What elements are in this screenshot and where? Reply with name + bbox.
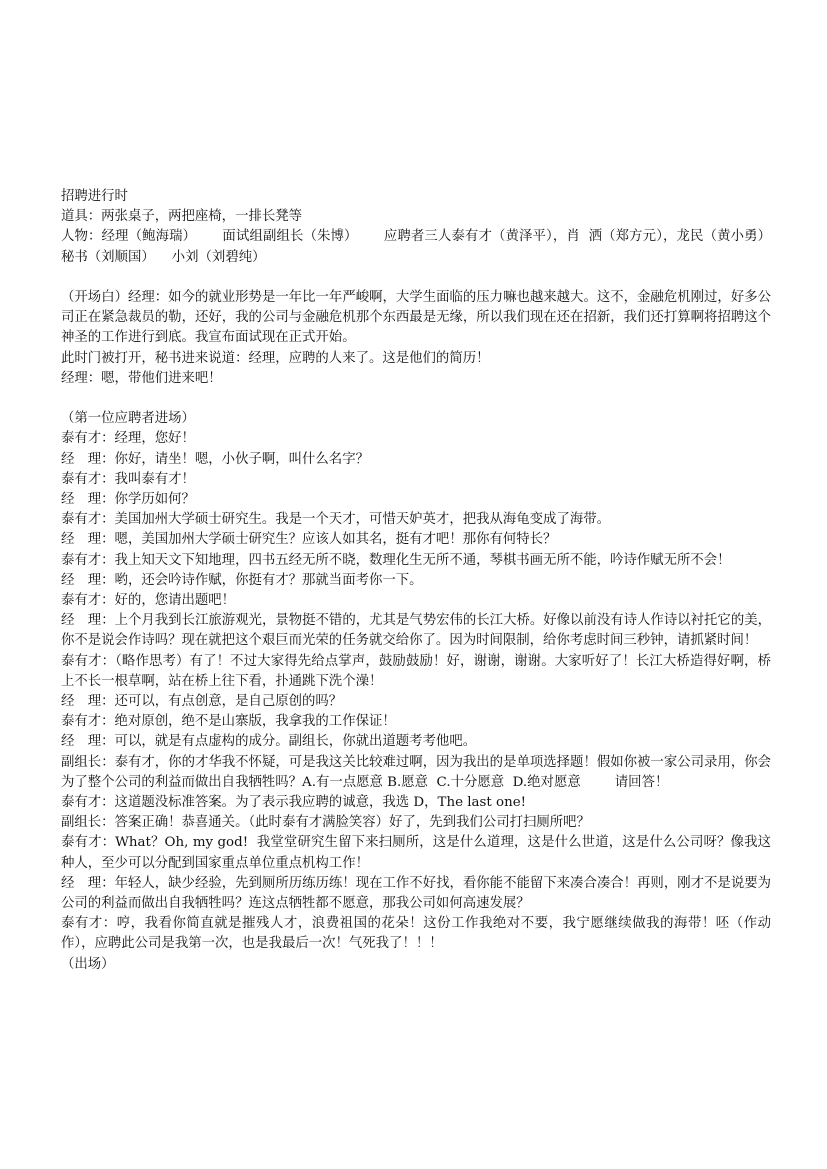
dialogue-line: 经 理：上个月我到长江旅游观光，景物挺不错的，尤其是气势宏伟的长江大桥。好像以前没有诗人作诗以衬托它的美，你不是说会作诗吗？现在就把这个艰巨而光荣的任务就交给你了。因为时间限制，给你考虑时间三秒钟，请抓紧时间！ — [61, 613, 771, 649]
dialogue-line: 泰有才：我上知天文下知地理，四书五经无所不晓，数理化生无所不通，琴棋书画无所不能，吟诗作赋无所不会！ — [61, 552, 731, 568]
dialogue-line: 经理：嗯，带他们进来吧！ — [61, 370, 222, 386]
dialogue-line: 泰有才：好的，您请出题吧！ — [61, 593, 236, 609]
dialogue-line: 泰有才：我叫泰有才！ — [61, 471, 195, 487]
dialogue-line: 泰有才：（略作思考）有了！不过大家得先给点掌声，鼓励鼓励！好，谢谢，谢谢。大家听好了！长江大桥造得好啊，桥上不长一根草啊，站在桥上往下看，扑通跳下洗个澡！ — [61, 653, 771, 689]
opening-speech: （开场白）经理：如今的就业形势是一年比一年严峻啊，大学生面临的压力嘛也越来越大。这不，金融危机刚过，好多公司正在紧急裁员的勒，还好，我的公司与金融危机那个东西最是无缘，所以我们现在还在招新，我们还打算啊将招聘这个神圣的工作进行到底。我宣布面试现在正式开始。 — [61, 290, 771, 346]
dialogue-line: 泰有才：绝对原创，绝不是山寨版，我拿我的工作保证！ — [61, 714, 396, 730]
dialogue-line: 经 理：年轻人，缺少经验，先到厕所历练历练！现在工作不好找，看你能不能留下来凑合凑合！再则，刚才不是说要为公司的利益而做出自我牺牲吗？连这点牺牲都不愿意，那我公司如何高速发展？ — [61, 875, 771, 912]
stage-direction: （第一位应聘者进场） — [61, 411, 195, 427]
dialogue-line: 泰有才：经理，您好！ — [61, 431, 195, 447]
dialogue-line: 副组长：答案正确！恭喜通关。（此时泰有才满脸笑容）好了，先到我们公司打扫厕所吧？ — [61, 815, 590, 831]
dialogue-line: 经 理：你学历如何？ — [61, 492, 195, 508]
dialogue-line: 泰有才：美国加州大学硕士研究生。我是一个天才，可惜天妒英才，把我从海龟变成了海带。 — [61, 512, 611, 528]
dialogue-line: 泰有才：这道题没标准答案。为了表示我应聘的诚意，我选 D，The last one! — [61, 795, 527, 811]
dialogue-line: 经 理：还可以，有点创意，是自己原创的吗？ — [61, 694, 343, 710]
paragraph-gap — [61, 268, 771, 288]
dialogue-line: 经 理：哟，还会吟诗作赋，你挺有才？那就当面考你一下。 — [61, 572, 423, 588]
dialogue-line: 经 理：嗯，美国加州大学硕士研究生？应该人如其名，挺有才吧！那你有何特长？ — [61, 532, 557, 548]
characters-line: 人物：经理（鲍海瑞） 面试组副组长（朱博） 应聘者三人泰有才（黄泽平），肖 洒（郑方元），龙民（黄小勇） 秘书（刘顺国） 小刘（刘碧纯） — [61, 229, 797, 265]
stage-direction: 此时门被打开，秘书进来说道：经理，应聘的人来了。这是他们的简历！ — [61, 350, 490, 366]
paragraph-gap — [61, 389, 771, 409]
props-line: 道具：两张桌子，两把座椅，一排长凳等 — [61, 209, 303, 225]
dialogue-line: 经 理：可以，就是有点虚构的成分。副组长，你就出道题考考他吧。 — [61, 734, 477, 750]
document-page — [61, 187, 797, 975]
script-title: 招聘进行时 — [61, 189, 128, 204]
dialogue-line: 泰有才：哼，我看你简直就是摧残人才，浪费祖国的花朵！这份工作我绝对不要，我宁愿继续做我的海带！呸（作动作），应聘此公司是我第一次，也是我最后一次！气死我了！！！ — [61, 916, 771, 952]
dialogue-line: 经 理：你好，请坐！嗯，小伙子啊，叫什么名字？ — [61, 451, 369, 467]
stage-direction: （出场） — [61, 956, 115, 972]
dialogue-line: 泰有才：What？Oh, my god! 我堂堂研究生留下来扫厕所，这是什么道理，这是什么世道，这是什么公司呀？像我这种人，至少可以分配到国家重点单位重点机构工作！ — [61, 835, 771, 871]
dialogue-line: 副组长：泰有才，你的才华我不怀疑，可是我这关比较难过啊，因为我出的是单项选择题！假如你被一家公司录用，你会为了整个公司的利益而做出自我牺牲吗？A.有一点愿意 B.愿意 C.十分愿意 D.绝对愿意 请回答！ — [61, 754, 771, 790]
